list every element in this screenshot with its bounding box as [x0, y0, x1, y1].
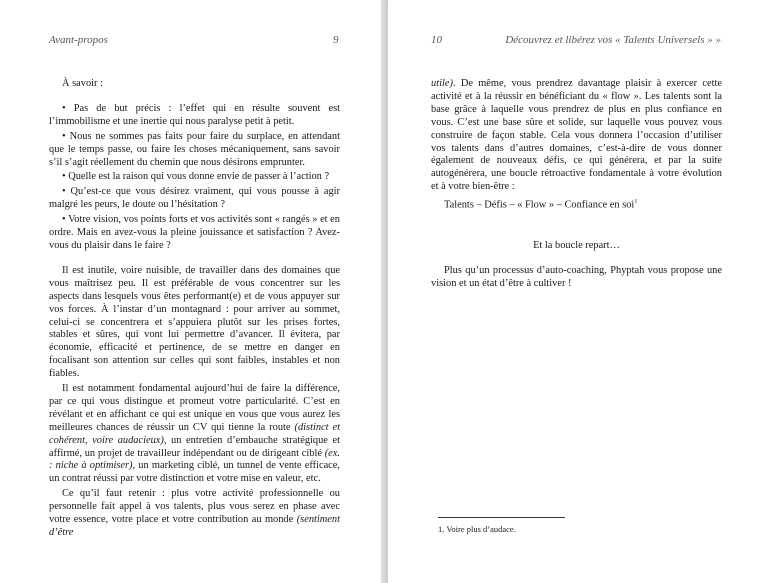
right-page-number: 10 — [431, 34, 442, 46]
bullet-item: • Qu’est-ce que vous désirez vraiment, qui vous pousse à agir malgré les peurs, le doute ou l’hésitation ? — [49, 186, 340, 211]
a-savoir-heading: À savoir : — [62, 78, 103, 89]
loop-line: Talents – Défis – « Flow » – Confiance en soi$^1$ — [444, 199, 638, 211]
right-running-header: Découvrez et libérez vos « Talents Universels » » — [505, 34, 721, 46]
bullet-item: • Quelle est la raison qui vous donne envie de passer à l’action ? — [62, 171, 330, 183]
restart-line: Et la boucle repart… — [533, 239, 620, 251]
left-page-number: 9 — [333, 34, 339, 46]
left-page — [0, 0, 382, 583]
right-page — [387, 0, 768, 583]
footnote-rule — [438, 517, 565, 518]
paragraph: utile). De même, vous prendrez davantage plaisir à exercer cette activité et à la réussir en bénéficiant du « flow ». Les talents sont la base grâce à laquelle vous prendrez de plus en plus confiance en vous. C’est une base sûre et solide, sur laquelle vous pouvez vous construire de façon stable. Cela vous donnera l’occasion d’utiliser vos talents dans d’autres domaines, c’est-à-dire de vous donner également de nouveaux défis, ce qui générera, et par la suite autogénérera, une boucle rétroactive fondamentale à votre évolution et à votre bien-être : — [431, 78, 722, 193]
paragraph: Il est inutile, voire nuisible, de travailler dans des domaines que vous maîtrisez peu. Il est préférable de vous concentrer sur les aspects dans lesquels vous êtes performant(e) et de vous appuyer sur vos forces. À l’instar d’un montagnard : pour arriver au sommet, celui-ci se concentrera et s’appuiera plutôt sur les prises fortes, stables et sûres, qui vont lui permettre d’avancer. Il évitera, par économie, efficacité et pertinence, de se mettre en danger en focalisant son attention sur celles qui sont faibles, instables et non fiables. — [49, 264, 340, 380]
left-running-header: Avant-propos — [49, 34, 108, 46]
bullet-item: • Votre vision, vos points forts et vos activités sont « rangés » et en ordre. Mais en avez-vous la pleine jouissance et satisfaction ? Avez-vous du plaisir dans le faire ? — [49, 214, 340, 251]
footnote: 1. Voire plus d’audace. — [438, 524, 516, 534]
bullet-item: • Pas de but précis : l’effet qui en résulte souvent est l’immobilisme et une inertie qui nous paralyse petit à petit. — [49, 102, 340, 127]
left-body — [49, 78, 340, 540]
paragraph: Ce qu’il faut retenir : plus votre activité professionnelle ou personnelle fait appel à vos talents, plus vous serez en phase avec votre essence, votre place et votre contribution au monde (sentiment d’être — [49, 488, 340, 538]
right-body — [431, 78, 722, 291]
closing-paragraph: Plus qu’un processus d’auto-coaching, Phyptah vous propose une vision et un état d’être à cultiver ! — [431, 265, 722, 290]
bullet-item: • Nous ne sommes pas faits pour faire du surplace, en attendant que le temps passe, ou faire les choses mécaniquement, sans savoir s’il s’agit réellement du chemin que nous désirons emprunter. — [49, 130, 340, 168]
paragraph: Il est notamment fondamental aujourd’hui de faire la différence, par ce qui vous distingue et promeut votre particularité. C’est en révélant et en affichant ce qui est unique en vous que vous aurez les meilleures chances de réussir un CV qui tienne la route (distinct et cohérent, voire audacieux), un entretien d’embauche stratégique et affirmé, un projet de travailleur indépendant ou de dirigeant ciblé (ex. : niche à optimiser), un marketing ciblé, un tunnel de vente efficace, un contrat réussi par votre distinction et votre mise en valeur, etc. — [49, 383, 341, 485]
